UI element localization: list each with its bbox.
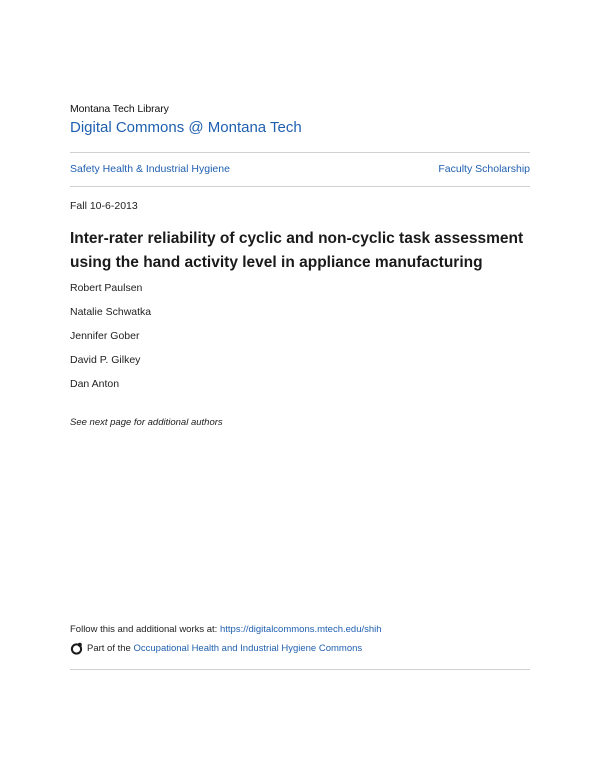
follow-prefix: Follow this and additional works at: xyxy=(70,624,220,635)
library-name: Montana Tech Library xyxy=(70,103,169,115)
divider-top xyxy=(70,152,530,153)
author-name: Robert Paulsen xyxy=(70,282,143,294)
paper-title: Inter-rater reliability of cyclic and non-cyclic task assessment using the hand activity level in appliance manufacturing xyxy=(70,230,524,271)
author-list xyxy=(70,280,151,400)
commons-link[interactable]: Occupational Health and Industrial Hygiene Commons xyxy=(133,643,363,654)
collection-url-link[interactable]: https://digitalcommons.mtech.edu/shih xyxy=(219,624,382,635)
author-name: Dan Anton xyxy=(70,378,120,390)
publication-date: Fall 10-6-2013 xyxy=(70,200,138,212)
author-name: David P. Gilkey xyxy=(70,354,141,366)
divider-bottom xyxy=(70,669,530,670)
repository-link[interactable]: Digital Commons @ Montana Tech xyxy=(70,119,302,136)
author-name: Natalie Schwatka xyxy=(70,306,152,318)
follow-line xyxy=(70,624,382,635)
partof-prefix: Part of the xyxy=(87,643,131,654)
network-icon xyxy=(70,642,83,655)
author-name: Jennifer Gober xyxy=(70,330,140,342)
collection-link[interactable]: Safety Health & Industrial Hygiene xyxy=(70,163,230,175)
additional-authors-note: See next page for additional authors xyxy=(70,417,223,428)
series-link[interactable]: Faculty Scholarship xyxy=(438,163,530,175)
part-of-line xyxy=(70,642,362,655)
divider-nav xyxy=(70,186,530,187)
